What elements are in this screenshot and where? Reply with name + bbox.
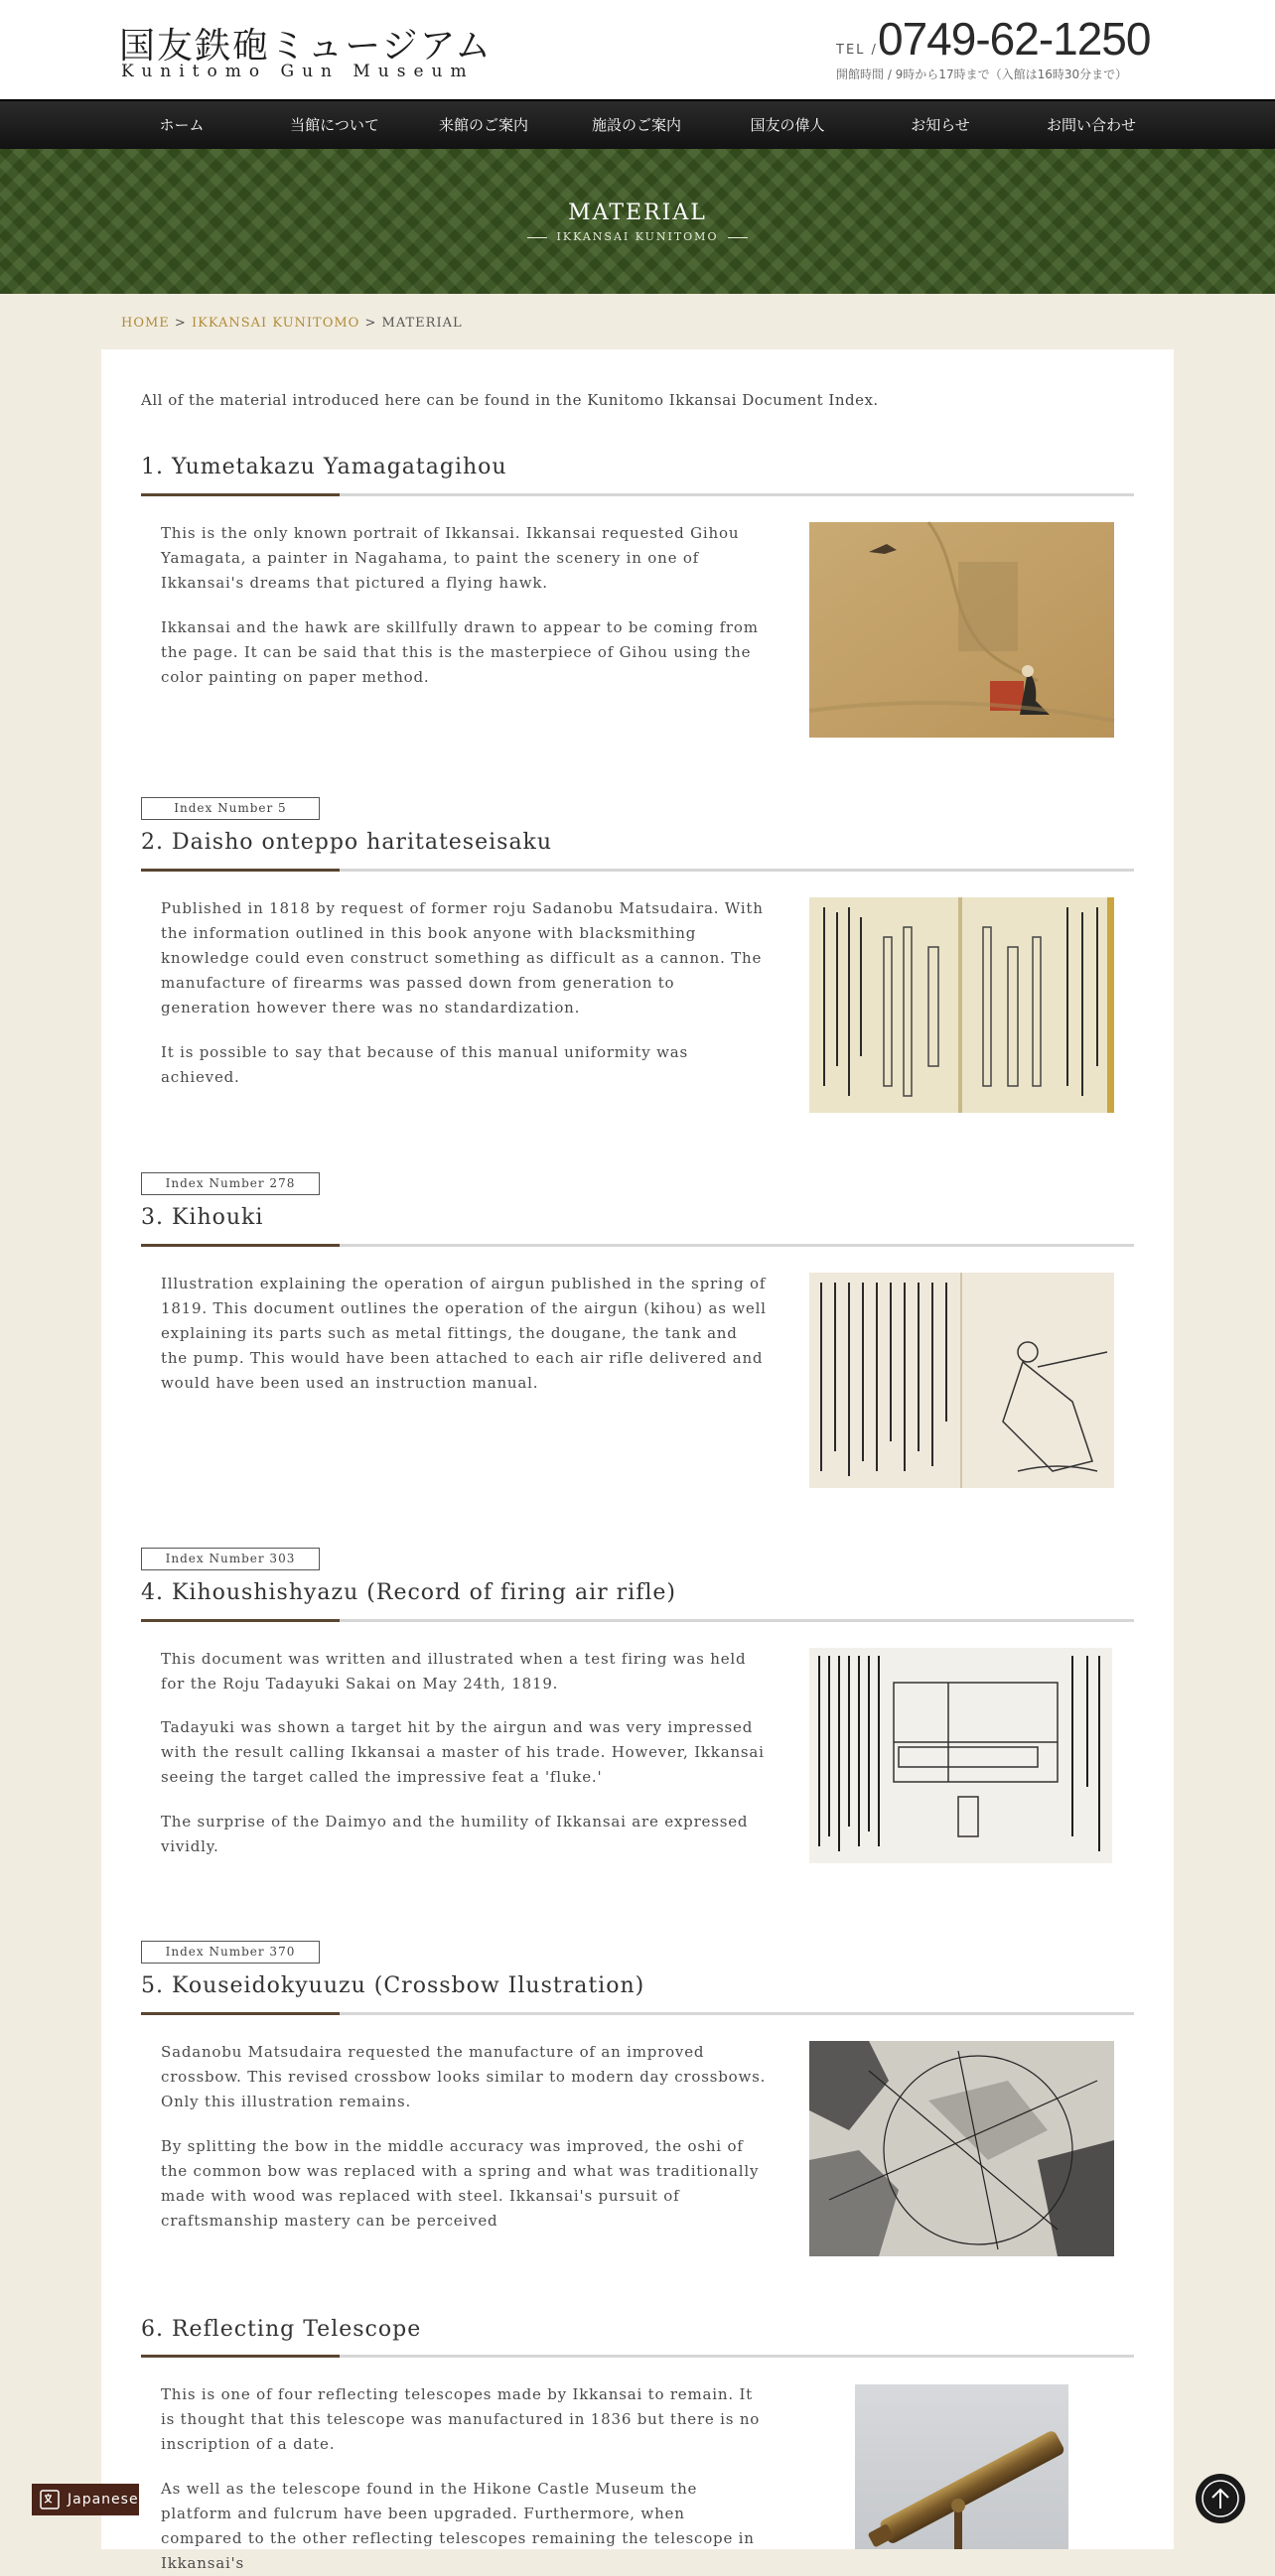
index-badge: Index Number 370 <box>141 1941 320 1964</box>
section-rule <box>141 869 1134 872</box>
page-subtitle <box>0 230 1275 243</box>
arrow-up-icon <box>1196 2474 1245 2523</box>
breadcrumb-section[interactable]: IKKANSAI KUNITOMO <box>191 316 360 331</box>
section-6-paragraph-2: As well as the telescope found in the Hikone Castle Museum the platform and fulcrum have been upgraded. Furthermore, when compared to the other reflecting telescopes remaining the telescope in Ikkansai's <box>161 2480 755 2572</box>
nav-item-greats[interactable]: 国友の偉人 <box>750 116 825 134</box>
section-title-5: 5. Kouseidokyuuzu (Crossbow Ilustration) <box>141 1973 645 1998</box>
section-title-4: 4. Kihoushishyazu (Record of firing air rifle) <box>141 1580 676 1605</box>
section-4-paragraph-2: Tadayuki was shown a target hit by the airgun and was very impressed with the result calling Ikkansai a master of his trade. However, Ikkansai seeing the target called the impressive feat a 'fluke.' <box>161 1718 765 1786</box>
section-2-paragraph-1: Published in 1818 by request of former roju Sadanobu Matsudaira. With the information outlined in this book anyone with blacksmithing knowledge could even construct something as difficult as a cannon. The manufacture of firearms was passed down from generation to generation however there was no standardization. <box>161 899 764 1017</box>
breadcrumb-separator: > <box>169 316 192 331</box>
breadcrumb-home[interactable]: HOME <box>121 316 170 331</box>
nav-item-visit[interactable]: 来館のご案内 <box>438 116 528 134</box>
section-1-paragraph-1: This is the only known portrait of Ikkansai. Ikkansai requested Gihou Yamagata, a painter in Nagahama, to paint the scenery in one of Ikkansai's dreams that pictured a flying hawk. <box>161 524 740 592</box>
opening-hours: 開館時間 / 9時から17時まで（入館は16時30分まで） <box>836 68 1128 81</box>
tel-label: TEL / <box>836 43 878 58</box>
firing-record-image <box>809 1648 1112 1863</box>
page-title: MATERIAL <box>568 201 707 225</box>
airgun-illustration-image <box>809 1273 1114 1488</box>
manual-document-image <box>809 897 1114 1113</box>
section-6-paragraph-1: This is one of four reflecting telescopes made by Ikkansai to remain. It is thought that this telescope was manufactured in 1836 but there is no inscription of a date. <box>161 2385 761 2453</box>
section-title-2: 2. Daisho onteppo haritateseisaku <box>141 830 553 855</box>
section-rule <box>141 1244 1134 1247</box>
section-1-paragraph-2: Ikkansai and the hawk are skillfully drawn to appear to be coming from the page. It can be said that this is the masterpiece of Gihou using the color painting on paper method. <box>161 618 759 686</box>
section-title-3: 3. Kihouki <box>141 1205 264 1230</box>
reflecting-telescope-image <box>855 2384 1068 2549</box>
index-badge: Index Number 5 <box>141 797 320 820</box>
intro-text: All of the material introduced here can be found in the Kunitomo Ikkansai Document Index. <box>141 391 879 409</box>
logo-english[interactable]: Kunitomo Gun Museum <box>121 62 475 81</box>
section-rule <box>141 2355 1134 2358</box>
hawk-portrait-image <box>809 522 1114 738</box>
index-badge: Index Number 278 <box>141 1172 320 1195</box>
section-4-paragraph-3: The surprise of the Daimyo and the humility of Ikkansai are expressed vividly. <box>161 1813 749 1855</box>
translate-icon <box>40 2490 60 2509</box>
language-switch-button[interactable] <box>32 2484 139 2515</box>
section-title-1: 1. Yumetakazu Yamagatagihou <box>141 455 507 479</box>
nav-item-home[interactable]: ホーム <box>159 116 205 134</box>
back-to-top-button[interactable] <box>1196 2474 1245 2523</box>
main-nav <box>0 99 1275 149</box>
section-5-paragraph-2: By splitting the bow in the middle accuracy was improved, the oshi of the common bow was replaced with a spring and what was traditionally made with wood was replaced with steel. Ikkansai's pursuit of craftsmanship mastery can be perceived <box>161 2137 760 2230</box>
crossbow-illustration-image <box>809 2041 1114 2256</box>
nav-item-news[interactable]: お知らせ <box>911 116 970 134</box>
section-rule <box>141 1619 1134 1622</box>
nav-item-facilities[interactable]: 施設のご案内 <box>591 116 681 134</box>
language-label: Japanese <box>68 2492 139 2508</box>
section-rule <box>141 2012 1134 2015</box>
nav-item-about[interactable]: 当館について <box>290 116 379 134</box>
section-rule <box>141 493 1134 496</box>
breadcrumb <box>121 316 463 331</box>
site-header <box>0 0 1275 99</box>
section-5-paragraph-1: Sadanobu Matsudaira requested the manufacture of an improved crossbow. This revised crossbow looks similar to modern day crossbows. Only this illustration remains. <box>161 2043 767 2110</box>
section-3-paragraph-1: Illustration explaining the operation of airgun published in the spring of 1819. This document outlines the operation of the airgun (kihou) as well explaining its parts such as metal fittings, the dougane, the tank and the pump. This would have been attached to each air rifle delivered and would have been used an instruction manual. <box>161 1275 767 1392</box>
index-badge: Index Number 303 <box>141 1548 320 1570</box>
breadcrumb-separator: > <box>359 316 382 331</box>
page-subtitle-text: IKKANSAI KUNITOMO <box>556 230 719 243</box>
page-hero <box>0 149 1275 294</box>
section-2-paragraph-2: It is possible to say that because of this manual uniformity was achieved. <box>161 1043 688 1086</box>
nav-item-contact[interactable]: お問い合わせ <box>1046 116 1136 134</box>
logo-japanese[interactable]: 国友鉄砲ミュージアム <box>119 26 494 67</box>
section-title-6: 6. Reflecting Telescope <box>141 2317 422 2342</box>
tel-number[interactable]: 0749-62-1250 <box>878 13 1151 65</box>
section-4-paragraph-1: This document was written and illustrated when a test firing was held for the Roju Tadayuki Sakai on May 24th, 1819. <box>161 1650 747 1693</box>
breadcrumb-current: MATERIAL <box>381 316 463 331</box>
